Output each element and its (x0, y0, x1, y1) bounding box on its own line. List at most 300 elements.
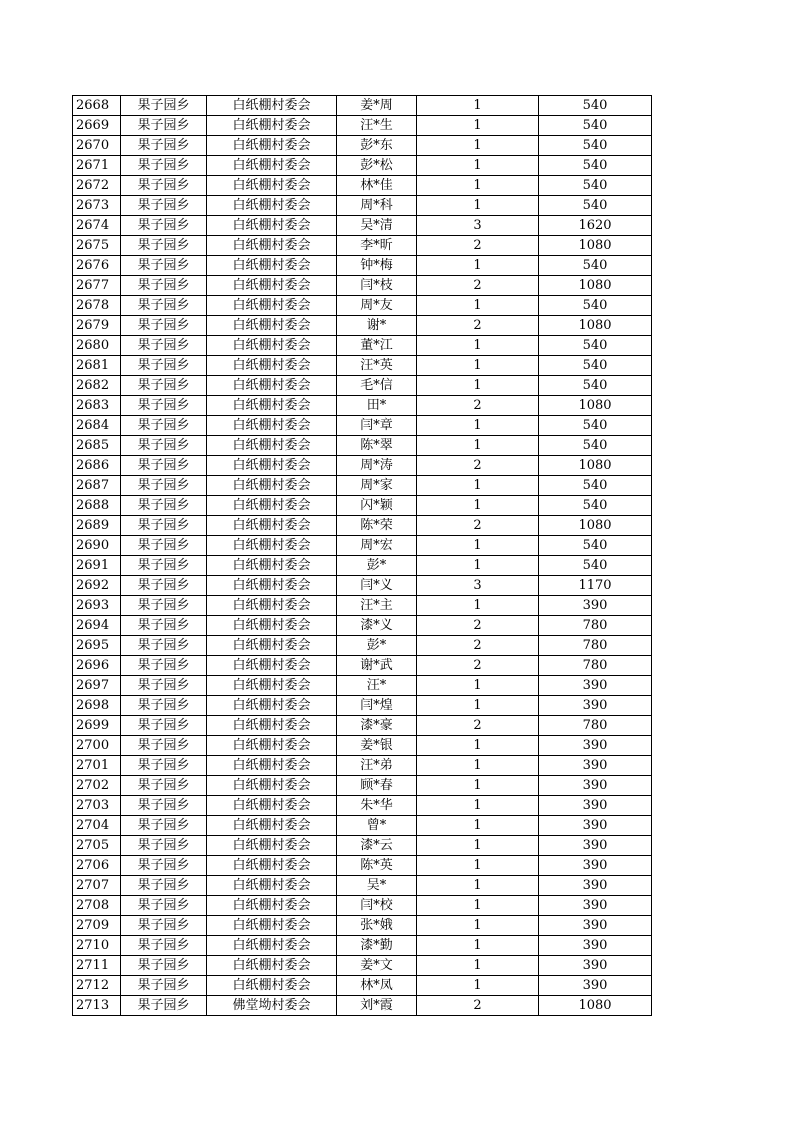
serial-number-cell: 2688 (73, 496, 121, 516)
count-cell: 1 (417, 136, 539, 156)
count-cell: 1 (417, 796, 539, 816)
amount-cell: 1080 (539, 276, 652, 296)
serial-number-cell: 2671 (73, 156, 121, 176)
serial-number-cell: 2708 (73, 896, 121, 916)
count-cell: 1 (417, 896, 539, 916)
table-row (73, 136, 652, 156)
village-committee-cell: 白纸棚村委会 (207, 96, 337, 116)
serial-number-cell: 2710 (73, 936, 121, 956)
township-cell: 果子园乡 (121, 876, 207, 896)
amount-cell: 390 (539, 976, 652, 996)
amount-cell: 540 (539, 476, 652, 496)
count-cell: 1 (417, 96, 539, 116)
amount-cell: 1080 (539, 456, 652, 476)
name-cell: 闫*章 (337, 416, 417, 436)
village-committee-cell: 白纸棚村委会 (207, 436, 337, 456)
name-cell: 彭* (337, 636, 417, 656)
name-cell: 闫*枝 (337, 276, 417, 296)
amount-cell: 390 (539, 676, 652, 696)
count-cell: 1 (417, 196, 539, 216)
name-cell: 李*昕 (337, 236, 417, 256)
serial-number-cell: 2706 (73, 856, 121, 876)
village-committee-cell: 白纸棚村委会 (207, 876, 337, 896)
table-row (73, 456, 652, 476)
name-cell: 汪* (337, 676, 417, 696)
count-cell: 1 (417, 676, 539, 696)
count-cell: 1 (417, 536, 539, 556)
table-row (73, 316, 652, 336)
amount-cell: 390 (539, 736, 652, 756)
amount-cell: 1080 (539, 396, 652, 416)
serial-number-cell: 2676 (73, 256, 121, 276)
table-row (73, 496, 652, 516)
amount-cell: 390 (539, 936, 652, 956)
village-committee-cell: 白纸棚村委会 (207, 276, 337, 296)
serial-number-cell: 2685 (73, 436, 121, 456)
name-cell: 闫*校 (337, 896, 417, 916)
count-cell: 1 (417, 696, 539, 716)
amount-cell: 540 (539, 556, 652, 576)
amount-cell: 390 (539, 916, 652, 936)
table-row (73, 776, 652, 796)
amount-cell: 780 (539, 716, 652, 736)
table-row (73, 436, 652, 456)
serial-number-cell: 2709 (73, 916, 121, 936)
township-cell: 果子园乡 (121, 676, 207, 696)
village-committee-cell: 白纸棚村委会 (207, 756, 337, 776)
name-cell: 朱*华 (337, 796, 417, 816)
count-cell: 1 (417, 476, 539, 496)
amount-cell: 540 (539, 336, 652, 356)
table-row (73, 676, 652, 696)
count-cell: 2 (417, 276, 539, 296)
table-row (73, 696, 652, 716)
count-cell: 1 (417, 296, 539, 316)
township-cell: 果子园乡 (121, 716, 207, 736)
village-committee-cell: 白纸棚村委会 (207, 536, 337, 556)
village-committee-cell: 白纸棚村委会 (207, 616, 337, 636)
table-row (73, 896, 652, 916)
count-cell: 2 (417, 656, 539, 676)
amount-cell: 390 (539, 696, 652, 716)
table-row (73, 176, 652, 196)
name-cell: 汪*主 (337, 596, 417, 616)
name-cell: 周*家 (337, 476, 417, 496)
count-cell: 3 (417, 576, 539, 596)
township-cell: 果子园乡 (121, 136, 207, 156)
serial-number-cell: 2679 (73, 316, 121, 336)
township-cell: 果子园乡 (121, 696, 207, 716)
township-cell: 果子园乡 (121, 156, 207, 176)
name-cell: 顾*春 (337, 776, 417, 796)
amount-cell: 390 (539, 756, 652, 776)
village-committee-cell: 白纸棚村委会 (207, 476, 337, 496)
table-row (73, 336, 652, 356)
serial-number-cell: 2690 (73, 536, 121, 556)
village-committee-cell: 白纸棚村委会 (207, 816, 337, 836)
village-committee-cell: 白纸棚村委会 (207, 656, 337, 676)
township-cell: 果子园乡 (121, 596, 207, 616)
village-committee-cell: 白纸棚村委会 (207, 776, 337, 796)
count-cell: 2 (417, 236, 539, 256)
name-cell: 汪*英 (337, 356, 417, 376)
township-cell: 果子园乡 (121, 776, 207, 796)
township-cell: 果子园乡 (121, 236, 207, 256)
amount-cell: 390 (539, 856, 652, 876)
serial-number-cell: 2702 (73, 776, 121, 796)
amount-cell: 390 (539, 796, 652, 816)
amount-cell: 540 (539, 136, 652, 156)
table-row (73, 536, 652, 556)
count-cell: 1 (417, 776, 539, 796)
amount-cell: 540 (539, 436, 652, 456)
table-row (73, 656, 652, 676)
amount-cell: 540 (539, 416, 652, 436)
amount-cell: 540 (539, 536, 652, 556)
name-cell: 陈*翠 (337, 436, 417, 456)
village-committee-cell: 白纸棚村委会 (207, 676, 337, 696)
village-committee-cell: 白纸棚村委会 (207, 456, 337, 476)
serial-number-cell: 2701 (73, 756, 121, 776)
village-committee-cell: 白纸棚村委会 (207, 256, 337, 276)
amount-cell: 390 (539, 596, 652, 616)
name-cell: 周*友 (337, 296, 417, 316)
village-committee-cell: 白纸棚村委会 (207, 216, 337, 236)
township-cell: 果子园乡 (121, 516, 207, 536)
name-cell: 闫*义 (337, 576, 417, 596)
village-committee-cell: 白纸棚村委会 (207, 916, 337, 936)
village-committee-cell: 白纸棚村委会 (207, 296, 337, 316)
township-cell: 果子园乡 (121, 956, 207, 976)
amount-cell: 540 (539, 116, 652, 136)
village-committee-cell: 白纸棚村委会 (207, 796, 337, 816)
count-cell: 1 (417, 976, 539, 996)
roster-table (72, 95, 652, 1016)
amount-cell: 390 (539, 836, 652, 856)
name-cell: 张*娥 (337, 916, 417, 936)
name-cell: 漆*义 (337, 616, 417, 636)
name-cell: 漆*豪 (337, 716, 417, 736)
amount-cell: 1080 (539, 316, 652, 336)
village-committee-cell: 白纸棚村委会 (207, 396, 337, 416)
serial-number-cell: 2684 (73, 416, 121, 436)
township-cell: 果子园乡 (121, 796, 207, 816)
township-cell: 果子园乡 (121, 256, 207, 276)
serial-number-cell: 2694 (73, 616, 121, 636)
serial-number-cell: 2678 (73, 296, 121, 316)
village-committee-cell: 白纸棚村委会 (207, 896, 337, 916)
name-cell: 彭*东 (337, 136, 417, 156)
count-cell: 1 (417, 596, 539, 616)
amount-cell: 540 (539, 256, 652, 276)
village-committee-cell: 白纸棚村委会 (207, 976, 337, 996)
name-cell: 周*科 (337, 196, 417, 216)
table-row (73, 756, 652, 776)
township-cell: 果子园乡 (121, 656, 207, 676)
township-cell: 果子园乡 (121, 576, 207, 596)
serial-number-cell: 2681 (73, 356, 121, 376)
village-committee-cell: 白纸棚村委会 (207, 576, 337, 596)
table-row (73, 596, 652, 616)
township-cell: 果子园乡 (121, 976, 207, 996)
serial-number-cell: 2674 (73, 216, 121, 236)
count-cell: 1 (417, 876, 539, 896)
name-cell: 周*宏 (337, 536, 417, 556)
amount-cell: 540 (539, 156, 652, 176)
serial-number-cell: 2683 (73, 396, 121, 416)
serial-number-cell: 2703 (73, 796, 121, 816)
table-row (73, 936, 652, 956)
village-committee-cell: 白纸棚村委会 (207, 516, 337, 536)
table-row (73, 216, 652, 236)
table-row (73, 516, 652, 536)
township-cell: 果子园乡 (121, 896, 207, 916)
serial-number-cell: 2668 (73, 96, 121, 116)
count-cell: 1 (417, 556, 539, 576)
township-cell: 果子园乡 (121, 216, 207, 236)
amount-cell: 390 (539, 876, 652, 896)
village-committee-cell: 白纸棚村委会 (207, 376, 337, 396)
name-cell: 林*佳 (337, 176, 417, 196)
serial-number-cell: 2677 (73, 276, 121, 296)
name-cell: 陈*荣 (337, 516, 417, 536)
amount-cell: 390 (539, 816, 652, 836)
amount-cell: 1170 (539, 576, 652, 596)
serial-number-cell: 2669 (73, 116, 121, 136)
table-row (73, 356, 652, 376)
name-cell: 彭*松 (337, 156, 417, 176)
serial-number-cell: 2682 (73, 376, 121, 396)
amount-cell: 540 (539, 176, 652, 196)
township-cell: 果子园乡 (121, 756, 207, 776)
township-cell: 果子园乡 (121, 396, 207, 416)
village-committee-cell: 白纸棚村委会 (207, 416, 337, 436)
name-cell: 谢* (337, 316, 417, 336)
name-cell: 吴*清 (337, 216, 417, 236)
township-cell: 果子园乡 (121, 96, 207, 116)
township-cell: 果子园乡 (121, 356, 207, 376)
amount-cell: 1080 (539, 516, 652, 536)
serial-number-cell: 2699 (73, 716, 121, 736)
serial-number-cell: 2698 (73, 696, 121, 716)
name-cell: 姜*周 (337, 96, 417, 116)
township-cell: 果子园乡 (121, 476, 207, 496)
table-row (73, 916, 652, 936)
village-committee-cell: 白纸棚村委会 (207, 716, 337, 736)
amount-cell: 780 (539, 636, 652, 656)
serial-number-cell: 2689 (73, 516, 121, 536)
table-row (73, 396, 652, 416)
name-cell: 董*江 (337, 336, 417, 356)
name-cell: 钟*梅 (337, 256, 417, 276)
serial-number-cell: 2675 (73, 236, 121, 256)
name-cell: 姜*文 (337, 956, 417, 976)
township-cell: 果子园乡 (121, 916, 207, 936)
serial-number-cell: 2700 (73, 736, 121, 756)
amount-cell: 540 (539, 356, 652, 376)
table-row (73, 376, 652, 396)
village-committee-cell: 白纸棚村委会 (207, 136, 337, 156)
count-cell: 2 (417, 636, 539, 656)
table-row (73, 816, 652, 836)
amount-cell: 390 (539, 956, 652, 976)
serial-number-cell: 2687 (73, 476, 121, 496)
amount-cell: 780 (539, 656, 652, 676)
count-cell: 1 (417, 936, 539, 956)
township-cell: 果子园乡 (121, 456, 207, 476)
count-cell: 1 (417, 836, 539, 856)
township-cell: 果子园乡 (121, 296, 207, 316)
count-cell: 2 (417, 316, 539, 336)
count-cell: 2 (417, 516, 539, 536)
count-cell: 1 (417, 956, 539, 976)
township-cell: 果子园乡 (121, 556, 207, 576)
township-cell: 果子园乡 (121, 376, 207, 396)
name-cell: 汪*弟 (337, 756, 417, 776)
name-cell: 刘*霞 (337, 996, 417, 1016)
township-cell: 果子园乡 (121, 856, 207, 876)
amount-cell: 540 (539, 496, 652, 516)
table-row (73, 716, 652, 736)
village-committee-cell: 白纸棚村委会 (207, 956, 337, 976)
count-cell: 2 (417, 716, 539, 736)
serial-number-cell: 2680 (73, 336, 121, 356)
name-cell: 吴* (337, 876, 417, 896)
name-cell: 闪*颖 (337, 496, 417, 516)
village-committee-cell: 白纸棚村委会 (207, 936, 337, 956)
name-cell: 周*涛 (337, 456, 417, 476)
serial-number-cell: 2696 (73, 656, 121, 676)
village-committee-cell: 白纸棚村委会 (207, 736, 337, 756)
table-row (73, 416, 652, 436)
amount-cell: 540 (539, 96, 652, 116)
name-cell: 闫*煌 (337, 696, 417, 716)
count-cell: 1 (417, 336, 539, 356)
name-cell: 谢*武 (337, 656, 417, 676)
village-committee-cell: 白纸棚村委会 (207, 596, 337, 616)
count-cell: 1 (417, 176, 539, 196)
name-cell: 漆*云 (337, 836, 417, 856)
township-cell: 果子园乡 (121, 336, 207, 356)
count-cell: 2 (417, 456, 539, 476)
serial-number-cell: 2692 (73, 576, 121, 596)
township-cell: 果子园乡 (121, 816, 207, 836)
serial-number-cell: 2705 (73, 836, 121, 856)
township-cell: 果子园乡 (121, 836, 207, 856)
count-cell: 1 (417, 356, 539, 376)
count-cell: 1 (417, 496, 539, 516)
name-cell: 毛*信 (337, 376, 417, 396)
serial-number-cell: 2691 (73, 556, 121, 576)
amount-cell: 780 (539, 616, 652, 636)
table-row (73, 836, 652, 856)
count-cell: 1 (417, 416, 539, 436)
amount-cell: 390 (539, 896, 652, 916)
village-committee-cell: 白纸棚村委会 (207, 836, 337, 856)
village-committee-cell: 白纸棚村委会 (207, 236, 337, 256)
village-committee-cell: 白纸棚村委会 (207, 176, 337, 196)
table-row (73, 876, 652, 896)
village-committee-cell: 白纸棚村委会 (207, 196, 337, 216)
village-committee-cell: 白纸棚村委会 (207, 636, 337, 656)
name-cell: 曾* (337, 816, 417, 836)
name-cell: 彭* (337, 556, 417, 576)
count-cell: 2 (417, 996, 539, 1016)
table-row (73, 96, 652, 116)
table-row (73, 796, 652, 816)
village-committee-cell: 白纸棚村委会 (207, 496, 337, 516)
serial-number-cell: 2693 (73, 596, 121, 616)
township-cell: 果子园乡 (121, 436, 207, 456)
village-committee-cell: 白纸棚村委会 (207, 116, 337, 136)
serial-number-cell: 2704 (73, 816, 121, 836)
count-cell: 3 (417, 216, 539, 236)
township-cell: 果子园乡 (121, 736, 207, 756)
table-row (73, 196, 652, 216)
name-cell: 姜*银 (337, 736, 417, 756)
township-cell: 果子园乡 (121, 276, 207, 296)
count-cell: 2 (417, 616, 539, 636)
serial-number-cell: 2711 (73, 956, 121, 976)
roster-body (73, 96, 652, 1016)
count-cell: 1 (417, 916, 539, 936)
count-cell: 1 (417, 816, 539, 836)
township-cell: 果子园乡 (121, 316, 207, 336)
table-row (73, 616, 652, 636)
name-cell: 汪*生 (337, 116, 417, 136)
count-cell: 2 (417, 396, 539, 416)
township-cell: 果子园乡 (121, 176, 207, 196)
serial-number-cell: 2672 (73, 176, 121, 196)
amount-cell: 540 (539, 376, 652, 396)
township-cell: 果子园乡 (121, 996, 207, 1016)
amount-cell: 1080 (539, 236, 652, 256)
serial-number-cell: 2670 (73, 136, 121, 156)
table-row (73, 736, 652, 756)
amount-cell: 540 (539, 196, 652, 216)
count-cell: 1 (417, 756, 539, 776)
table-row (73, 636, 652, 656)
village-committee-cell: 白纸棚村委会 (207, 556, 337, 576)
amount-cell: 540 (539, 296, 652, 316)
village-committee-cell: 白纸棚村委会 (207, 336, 337, 356)
count-cell: 1 (417, 856, 539, 876)
township-cell: 果子园乡 (121, 936, 207, 956)
table-row (73, 296, 652, 316)
table-row (73, 976, 652, 996)
amount-cell: 390 (539, 776, 652, 796)
amount-cell: 1080 (539, 996, 652, 1016)
table-row (73, 116, 652, 136)
township-cell: 果子园乡 (121, 416, 207, 436)
table-row (73, 236, 652, 256)
township-cell: 果子园乡 (121, 616, 207, 636)
serial-number-cell: 2707 (73, 876, 121, 896)
township-cell: 果子园乡 (121, 196, 207, 216)
count-cell: 1 (417, 116, 539, 136)
table-row (73, 156, 652, 176)
table-row (73, 476, 652, 496)
count-cell: 1 (417, 376, 539, 396)
count-cell: 1 (417, 436, 539, 456)
township-cell: 果子园乡 (121, 496, 207, 516)
name-cell: 林*凤 (337, 976, 417, 996)
serial-number-cell: 2697 (73, 676, 121, 696)
name-cell: 漆*勤 (337, 936, 417, 956)
table-row (73, 276, 652, 296)
village-committee-cell: 佛堂坳村委会 (207, 996, 337, 1016)
table-row (73, 256, 652, 276)
